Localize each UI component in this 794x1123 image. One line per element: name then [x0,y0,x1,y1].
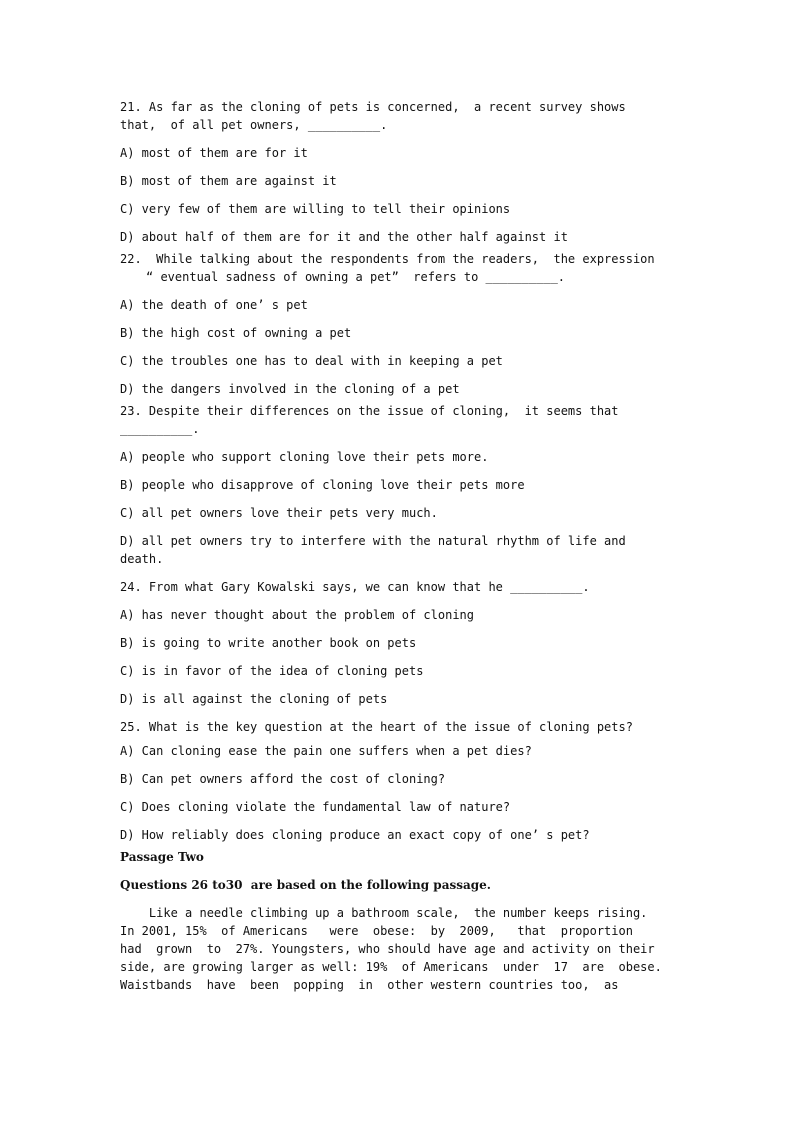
question-stem-line: 25. What is the key question at the heart of the issue of cloning pets? [120,720,633,734]
question-stem-line: 23. Despite their differences on the issue of cloning, it seems that [120,404,619,418]
answer-option: D) about half of them are for it and the other half against it [120,230,568,244]
passage-line: side, are growing larger as well: 19% of Americans under 17 are obese. [120,960,662,974]
answer-option: B) the high cost of owning a pet [120,326,352,340]
answer-option: C) is in favor of the idea of cloning pets [120,664,424,678]
answer-option: D) is all against the cloning of pets [120,692,388,706]
answer-option: C) all pet owners love their pets very much. [120,506,438,520]
answer-option: A) most of them are for it [120,146,308,160]
document-content [120,98,680,994]
answer-option: A) Can cloning ease the pain one suffers when a pet dies? [120,744,532,758]
question-stem-line: 24. From what Gary Kowalski says, we can know that he __________. [120,580,590,594]
passage-line: In 2001, 15% of Americans were obese: by 2009, that proportion [120,924,633,938]
passage-instruction: Questions 26 to30 are based on the following passage. [120,878,491,892]
answer-option: A) has never thought about the problem of cloning [120,608,475,622]
answer-option: B) is going to write another book on pets [120,636,417,650]
answer-option: D) all pet owners try to interfere with the natural rhythm of life and [120,534,626,548]
question-21 [120,98,680,246]
answer-option: C) very few of them are willing to tell their opinions [120,202,511,216]
question-25 [120,718,680,844]
passage-two [120,848,680,994]
answer-option: D) the dangers involved in the cloning of a pet [120,382,460,396]
answer-option: B) Can pet owners afford the cost of cloning? [120,772,446,786]
passage-heading: Passage Two [120,850,204,864]
answer-option: B) people who disapprove of cloning love their pets more [120,478,525,492]
question-23 [120,402,680,568]
passage-line: Waistbands have been popping in other western countries too, as [120,978,619,992]
question-stem-line: “ eventual sadness of owning a pet” refers to __________. [146,270,566,284]
passage-line: had grown to 27%. Youngsters, who should have age and activity on their [120,942,655,956]
question-stem-line: 21. As far as the cloning of pets is concerned, a recent survey shows [120,100,626,114]
passage-body [120,904,680,994]
question-24 [120,578,680,708]
passage-line: Like a needle climbing up a bathroom scale, the number keeps rising. [120,906,648,920]
question-22 [120,250,680,398]
answer-option: B) most of them are against it [120,174,337,188]
answer-option: C) Does cloning violate the fundamental law of nature? [120,800,511,814]
answer-option: A) the death of one’ s pet [120,298,308,312]
answer-option: A) people who support cloning love their pets more. [120,450,489,464]
question-stem-line: __________. [120,422,200,436]
answer-option-continuation: death. [120,552,164,566]
question-stem-line: that, of all pet owners, __________. [120,118,388,132]
question-stem-line: 22. While talking about the respondents from the readers, the expression [120,252,655,266]
answer-option: D) How reliably does cloning produce an exact copy of one’ s pet? [120,828,590,842]
answer-option: C) the troubles one has to deal with in keeping a pet [120,354,503,368]
